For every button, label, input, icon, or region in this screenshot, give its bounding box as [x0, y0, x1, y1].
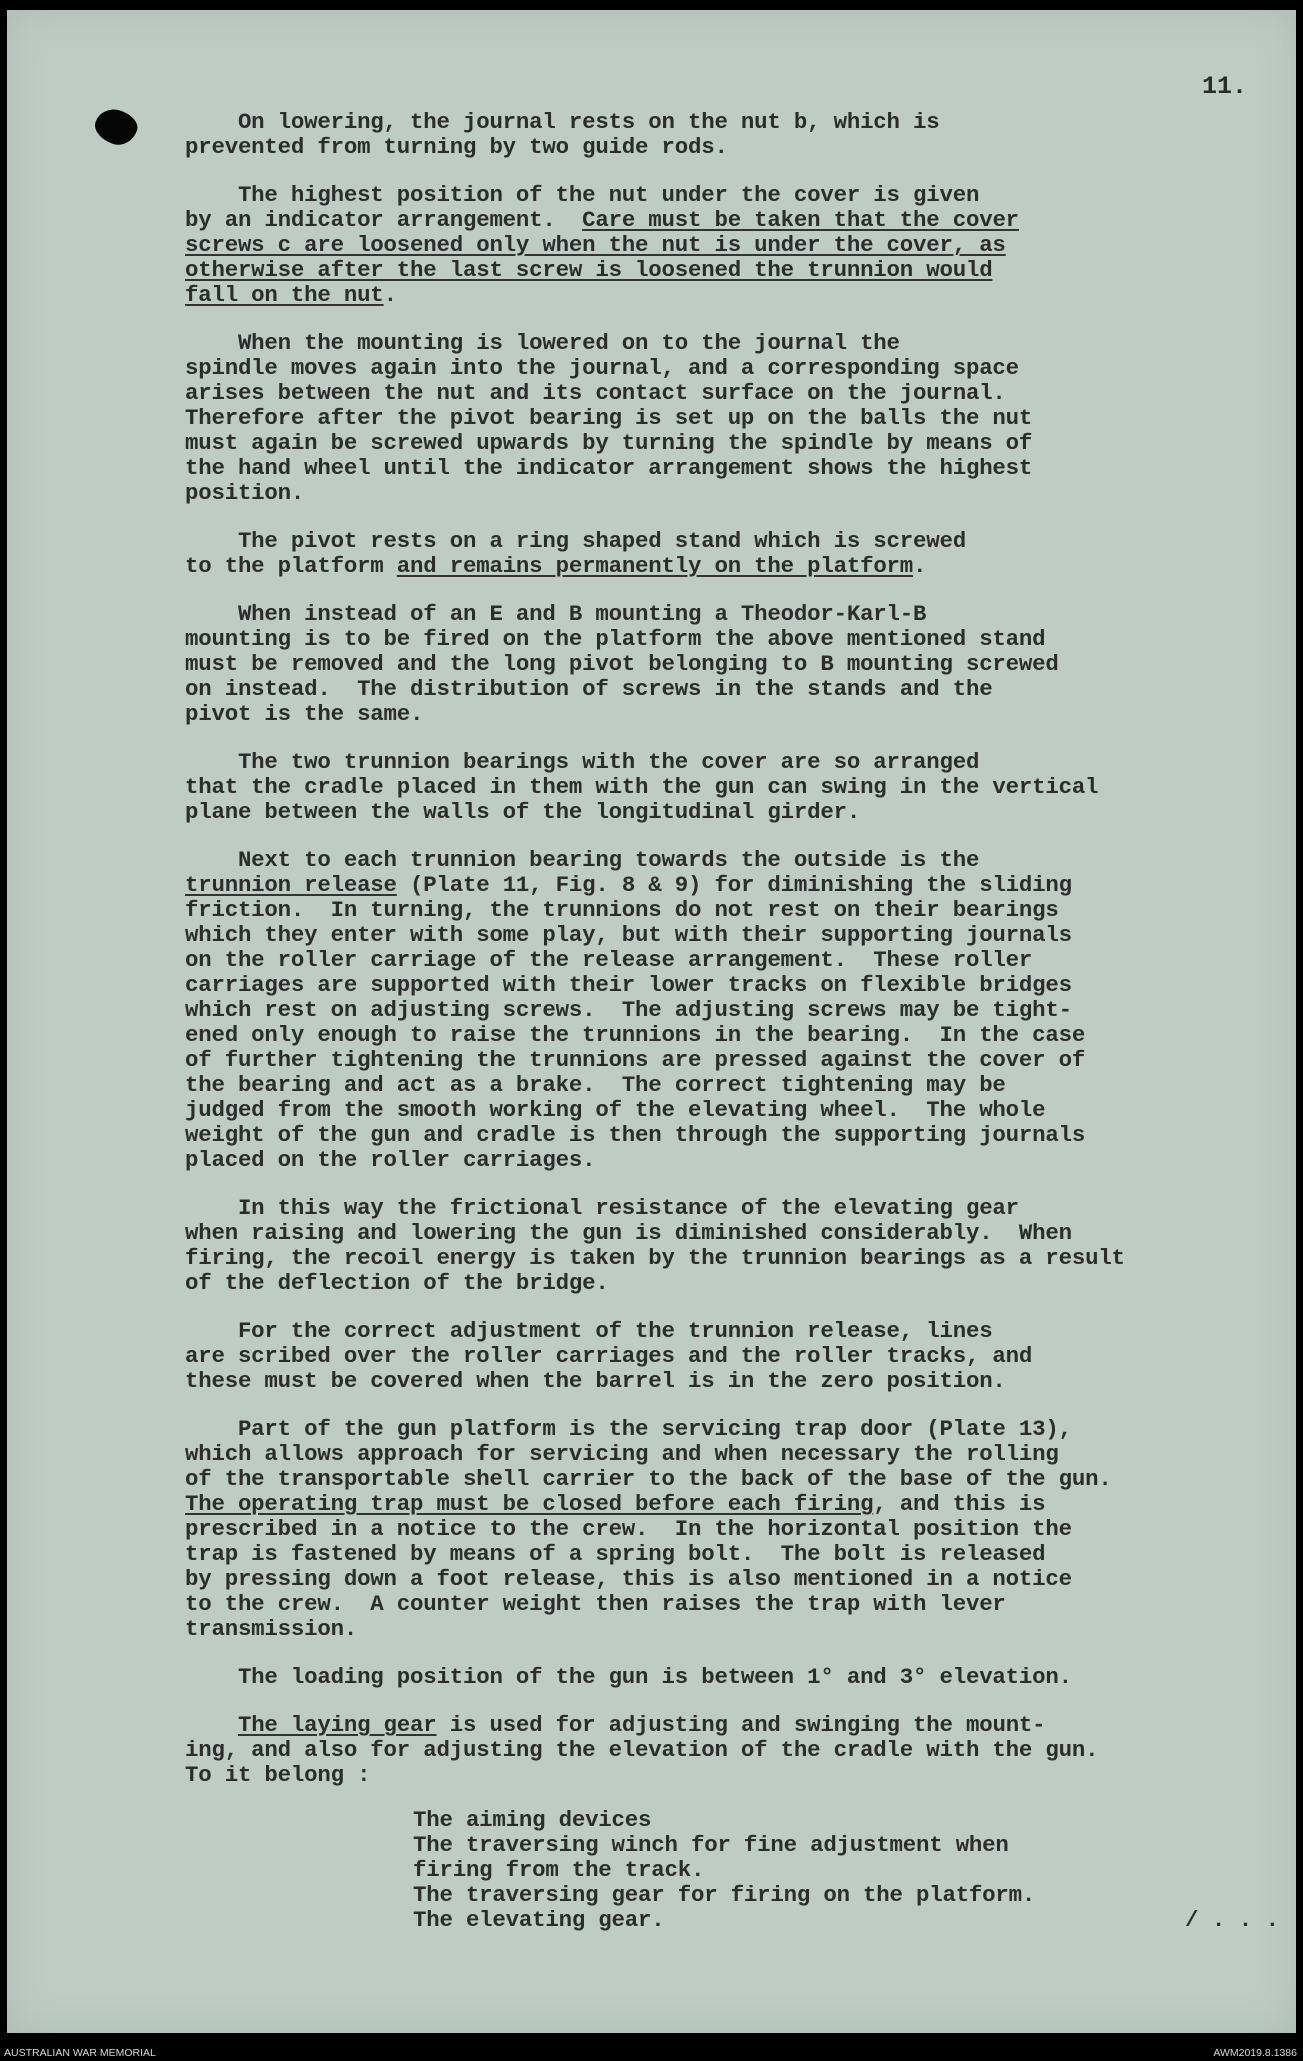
paragraph: [185, 750, 1265, 825]
paragraph-gap: [185, 506, 1265, 529]
text-line: on instead. The distribution of screws in the stands and the: [185, 676, 993, 702]
paragraph: [185, 331, 1265, 506]
text-line: The operating trap must be closed before each firing, and this is: [185, 1491, 1046, 1517]
text-line: transmission.: [185, 1616, 358, 1642]
paragraph: [185, 848, 1265, 1173]
text-line: When the mounting is lowered on to the journal the: [185, 330, 900, 356]
text-line: To it belong :: [185, 1762, 371, 1788]
text-line: In this way the frictional resistance of the elevating gear: [185, 1195, 1019, 1221]
text-line: firing, the recoil energy is taken by the trunnion bearings as a result: [185, 1245, 1125, 1271]
underlined-phrase: trunnion release: [185, 872, 397, 898]
paragraph: [185, 183, 1265, 308]
text-line: friction. In turning, the trunnions do not rest on their bearings: [185, 897, 1059, 923]
text-line: prevented from turning by two guide rods.: [185, 134, 728, 160]
text-line: [185, 258, 1265, 283]
text-line: by pressing down a foot release, this is also mentioned in a notice: [185, 1566, 1072, 1592]
underlined-phrase: otherwise after the last screw is loosened the trunnion would: [185, 257, 993, 283]
underlined-phrase: fall on the nut: [185, 282, 384, 308]
text-line: mounting is to be fired on the platform the above mentioned stand: [185, 626, 1046, 652]
text-line: ened only enough to raise the trunnions in the bearing. In the case: [185, 1022, 1086, 1048]
text-line: On lowering, the journal rests on the nut b, which is: [185, 109, 940, 135]
text-line: Next to each trunnion bearing towards the outside is the: [185, 847, 980, 873]
footer-reference: AWM2019.8.1386: [1213, 2047, 1297, 2059]
text-line: placed on the roller carriages.: [185, 1147, 596, 1173]
paragraph-gap: [185, 1296, 1265, 1319]
text-line: The two trunnion bearings with the cover are so arranged: [185, 749, 980, 775]
text-line: trap is fastened by means of a spring bolt. The bolt is released: [185, 1541, 1046, 1567]
text-line: trunnion release (Plate 11, Fig. 8 & 9) for diminishing the sliding: [185, 872, 1072, 898]
continuation-mark: / . . .: [1185, 1907, 1280, 1933]
text-line: which allows approach for servicing and when necessary the rolling: [185, 1441, 1059, 1467]
text-line: these must be covered when the barrel is in the zero position.: [185, 1368, 1006, 1394]
text-line: to the crew. A counter weight then raises the trap with lever: [185, 1591, 1006, 1617]
underlined-phrase: The operating trap must be closed before each firing: [185, 1491, 874, 1517]
text-line: carriages are supported with their lower tracks on flexible bridges: [185, 972, 1072, 998]
list-item: The elevating gear.: [413, 1907, 665, 1933]
text-line: of the transportable shell carrier to the back of the base of the gun.: [185, 1466, 1112, 1492]
list-item: The aiming devices: [413, 1807, 652, 1833]
text-line: Part of the gun platform is the servicing trap door (Plate 13),: [185, 1416, 1072, 1442]
text-line: the bearing and act as a brake. The correct tightening may be: [185, 1072, 1006, 1098]
text-line: weight of the gun and cradle is then through the supporting journals: [185, 1122, 1086, 1148]
underlined-phrase: Care must be taken that the cover: [582, 207, 1019, 233]
text-line: to the platform and remains permanently on the platform.: [185, 553, 927, 579]
text-line: are scribed over the roller carriages and the roller tracks, and: [185, 1343, 1033, 1369]
paragraph: [185, 1196, 1265, 1296]
paragraph-gap: [185, 727, 1265, 750]
text-line: plane between the walls of the longitudinal girder.: [185, 799, 861, 825]
paragraph: [185, 1665, 1265, 1690]
text-line: position.: [185, 480, 305, 506]
list-item: The traversing winch for fine adjustment when: [413, 1832, 1009, 1858]
text-line: which rest on adjusting screws. The adjusting screws may be tight-: [185, 997, 1072, 1023]
text-line: by an indicator arrangement. Care must be taken that the cover: [185, 207, 1019, 233]
text-line: of the deflection of the bridge.: [185, 1270, 609, 1296]
text-line: The pivot rests on a ring shaped stand which is screwed: [185, 528, 966, 554]
laying-gear-list: [185, 1808, 1265, 1933]
document-body: [185, 109, 1280, 1933]
text-line: When instead of an E and B mounting a Theodor-Karl-B: [185, 601, 927, 627]
text-line: For the correct adjustment of the trunnion release, lines: [185, 1318, 993, 1344]
archive-footer: [0, 2046, 1303, 2061]
text-line: The highest position of the nut under the cover is given: [185, 182, 980, 208]
text-line: of further tightening the trunnions are pressed against the cover of: [185, 1047, 1086, 1073]
punch-hole-mark: [91, 104, 141, 149]
paragraph: [185, 1417, 1265, 1642]
paragraph-gap: [185, 1788, 1265, 1808]
text-line: that the cradle placed in them with the gun can swing in the vertical: [185, 774, 1099, 800]
text-line: which they enter with some play, but with their supporting journals: [185, 922, 1072, 948]
paragraph-gap: [185, 579, 1265, 602]
paragraph: [185, 1319, 1265, 1394]
paragraph-gap: [185, 160, 1265, 183]
underlined-phrase: screws c are loosened only when the nut is under the cover, as: [185, 232, 1006, 258]
text-line: spindle moves again into the journal, and a corresponding space: [185, 355, 1019, 381]
text-line: The laying gear is used for adjusting and swinging the mount-: [237, 1712, 1046, 1738]
text-line: judged from the smooth working of the elevating wheel. The whole: [185, 1097, 1046, 1123]
text-line: Therefore after the pivot bearing is set up on the balls the nut: [185, 405, 1033, 431]
text-line: The loading position of the gun is between 1° and 3° elevation.: [185, 1664, 1072, 1690]
page-number: 11.: [1202, 72, 1248, 101]
text-line: ing, and also for adjusting the elevation of the cradle with the gun.: [185, 1737, 1099, 1763]
text-line: [185, 233, 1265, 258]
list-item: firing from the track.: [413, 1857, 705, 1883]
text-line: arises between the nut and its contact surface on the journal.: [185, 380, 1006, 406]
paragraph-gap: [185, 1394, 1265, 1417]
underlined-phrase: and remains permanently on the platform: [396, 553, 914, 579]
paragraph-gap: [185, 1690, 1265, 1713]
paragraph: [185, 529, 1265, 579]
text-line: the hand wheel until the indicator arrangement shows the highest: [185, 455, 1033, 481]
underlined-phrase: The laying gear: [237, 1712, 437, 1738]
text-line: pivot is the same.: [185, 701, 424, 727]
text-line: fall on the nut.: [185, 282, 397, 308]
text-line: when raising and lowering the gun is diminished considerably. When: [185, 1220, 1072, 1246]
list-item: The traversing gear for firing on the platform.: [413, 1882, 1036, 1908]
text-line: prescribed in a notice to the crew. In the horizontal position the: [185, 1516, 1072, 1542]
paragraph: [185, 602, 1265, 727]
text-line: must again be screwed upwards by turning the spindle by means of: [185, 430, 1033, 456]
paragraph-gap: [185, 308, 1265, 331]
footer-institution: AUSTRALIAN WAR MEMORIAL: [4, 2047, 156, 2059]
paragraph-gap: [185, 1642, 1265, 1665]
paragraph: [185, 1713, 1265, 1788]
paragraph: [185, 110, 1265, 160]
text-line: on the roller carriage of the release arrangement. These roller: [185, 947, 1033, 973]
text-line: must be removed and the long pivot belonging to B mounting screwed: [185, 651, 1059, 677]
paragraph-gap: [185, 1173, 1265, 1196]
paragraph-gap: [185, 825, 1265, 848]
